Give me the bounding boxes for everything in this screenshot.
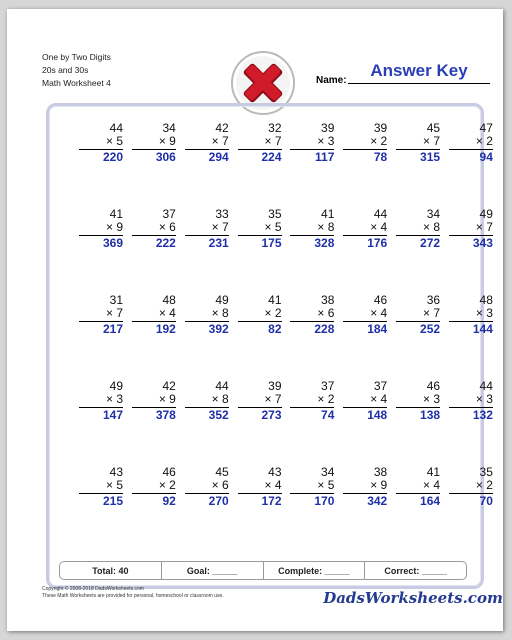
problem-item	[132, 208, 176, 294]
problem-multiplicand: 39	[321, 121, 335, 135]
problem-answer: 392	[208, 322, 229, 336]
problem-multiplicand: 41	[426, 465, 441, 479]
header-line-title: One by Two Digits	[42, 52, 111, 62]
problem-item	[396, 294, 440, 380]
problem-multiplier: × 8	[396, 221, 440, 236]
problem-item	[396, 466, 440, 552]
problem-multiplicand: 49	[479, 207, 493, 221]
problem-answer: 378	[155, 408, 176, 422]
problem-multiplicand: 43	[268, 465, 282, 479]
problem-multiplier: × 2	[290, 393, 334, 408]
problem-answer: 294	[208, 150, 229, 164]
problem-item	[238, 294, 282, 380]
problem-multiplicand: 34	[321, 465, 335, 479]
problem-multiplier: × 4	[343, 307, 387, 322]
problem-answer: 352	[208, 408, 229, 422]
problem-multiplicand: 35	[479, 465, 493, 479]
problem-answer: 228	[314, 322, 335, 336]
problem-multiplier: × 6	[132, 221, 176, 236]
problem-item	[132, 466, 176, 552]
problem-multiplier: × 2	[449, 135, 493, 150]
problem-multiplicand: 46	[426, 379, 441, 393]
problem-item	[290, 294, 334, 380]
problem-multiplier: × 8	[185, 307, 229, 322]
problem-multiplicand: 46	[373, 293, 388, 307]
problem-answer: 138	[420, 408, 441, 422]
problem-multiplicand: 49	[109, 379, 123, 393]
problem-multiplier: × 5	[238, 221, 282, 236]
problem-item	[396, 208, 440, 294]
problem-multiplicand: 45	[426, 121, 441, 135]
problem-item	[79, 122, 123, 208]
problem-answer: 74	[321, 408, 335, 422]
problem-multiplicand: 39	[373, 121, 388, 135]
problem-multiplicand: 41	[321, 207, 335, 221]
problem-multiplier: × 4	[343, 393, 387, 408]
problem-answer: 270	[208, 494, 229, 508]
problem-item	[396, 122, 440, 208]
problem-multiplier: × 7	[396, 307, 440, 322]
problem-multiplicand: 48	[162, 293, 176, 307]
problem-item	[343, 122, 387, 208]
problem-item	[343, 208, 387, 294]
problem-multiplier: × 7	[449, 221, 493, 236]
problem-item	[290, 380, 334, 466]
problem-multiplier: × 2	[343, 135, 387, 150]
problem-answer: 224	[261, 150, 282, 164]
problem-item	[79, 294, 123, 380]
problem-multiplier: × 4	[132, 307, 176, 322]
problem-answer: 184	[367, 322, 388, 336]
problem-item	[449, 380, 493, 466]
problem-answer: 92	[162, 494, 176, 508]
problem-answer: 252	[420, 322, 441, 336]
problem-item	[396, 380, 440, 466]
problem-answer: 172	[261, 494, 282, 508]
usage-line: These Math Worksheets are provided for personal, homeschool or classroom use.	[42, 593, 224, 599]
problem-item	[185, 208, 229, 294]
problem-answer: 164	[420, 494, 441, 508]
problem-answer: 215	[102, 494, 123, 508]
problem-item	[449, 466, 493, 552]
problem-multiplier: × 9	[79, 221, 123, 236]
problem-item	[290, 208, 334, 294]
problem-multiplier: × 4	[396, 479, 440, 494]
copyright-text	[42, 586, 224, 600]
problem-answer: 342	[367, 494, 388, 508]
problem-answer: 170	[314, 494, 335, 508]
problem-multiplicand: 35	[268, 207, 282, 221]
problem-multiplier: × 3	[449, 393, 493, 408]
problem-answer: 147	[102, 408, 123, 422]
problem-multiplier: × 5	[79, 479, 123, 494]
correct-field: Correct: _____	[384, 565, 447, 576]
problem-answer: 70	[479, 494, 493, 508]
score-footer	[59, 561, 467, 580]
problem-multiplier: × 2	[449, 479, 493, 494]
problem-multiplier: × 9	[132, 393, 176, 408]
problem-item	[449, 294, 493, 380]
problem-item	[185, 122, 229, 208]
problem-answer: 94	[479, 150, 493, 164]
problem-multiplicand: 32	[268, 121, 282, 135]
problem-multiplicand: 37	[162, 207, 176, 221]
worksheet-header	[42, 51, 111, 90]
problem-grid	[79, 122, 501, 552]
problem-multiplier: × 7	[396, 135, 440, 150]
problem-multiplicand: 31	[109, 293, 123, 307]
problem-answer: 176	[367, 236, 388, 250]
problem-multiplier: × 7	[238, 393, 282, 408]
problem-answer: 217	[102, 322, 123, 336]
problem-item	[238, 122, 282, 208]
dadsworksheets-logo[interactable]: DadsWorksheets.com	[323, 589, 503, 607]
problem-multiplicand: 41	[268, 293, 282, 307]
problem-multiplier: × 3	[290, 135, 334, 150]
problem-multiplier: × 6	[290, 307, 334, 322]
problem-answer: 117	[315, 150, 335, 164]
problem-multiplier: × 3	[396, 393, 440, 408]
problem-answer: 369	[102, 236, 123, 250]
problem-item	[238, 466, 282, 552]
problem-multiplier: × 4	[343, 221, 387, 236]
problem-multiplicand: 38	[321, 293, 335, 307]
problem-multiplicand: 39	[268, 379, 282, 393]
problem-multiplier: × 7	[238, 135, 282, 150]
problem-multiplicand: 44	[373, 207, 388, 221]
problem-item	[79, 208, 123, 294]
problem-multiplicand: 44	[479, 379, 493, 393]
problem-multiplicand: 44	[215, 379, 229, 393]
problem-answer: 148	[367, 408, 388, 422]
problem-item	[132, 122, 176, 208]
problem-multiplier: × 4	[238, 479, 282, 494]
problem-item	[79, 380, 123, 466]
problem-item	[290, 122, 334, 208]
problem-answer: 220	[102, 150, 123, 164]
problem-item	[185, 294, 229, 380]
problem-item	[132, 294, 176, 380]
problem-multiplicand: 36	[426, 293, 441, 307]
name-label: Name:	[316, 75, 347, 86]
problem-item	[449, 122, 493, 208]
name-field-line	[348, 83, 490, 84]
problem-item	[79, 466, 123, 552]
goal-field: Goal: _____	[162, 562, 264, 579]
problem-multiplier: × 6	[185, 479, 229, 494]
problem-answer: 328	[314, 236, 335, 250]
problem-multiplicand: 49	[215, 293, 229, 307]
problem-item	[290, 466, 334, 552]
problem-multiplier: × 9	[132, 135, 176, 150]
problem-answer: 272	[420, 236, 441, 250]
problem-multiplier: × 5	[290, 479, 334, 494]
problem-item	[238, 208, 282, 294]
header-line-subtitle: 20s and 30s	[42, 65, 89, 75]
problem-multiplicand: 45	[215, 465, 229, 479]
problem-answer: 315	[420, 150, 441, 164]
problem-answer: 343	[472, 236, 493, 250]
problem-multiplicand: 34	[426, 207, 441, 221]
answer-key-title: Answer Key	[370, 61, 468, 80]
problem-multiplicand: 37	[373, 379, 388, 393]
problem-answer: 192	[155, 322, 176, 336]
problem-item	[343, 466, 387, 552]
problem-multiplier: × 7	[79, 307, 123, 322]
problem-multiplicand: 33	[215, 207, 229, 221]
problem-answer: 231	[208, 236, 229, 250]
problem-item	[185, 380, 229, 466]
problem-answer: 273	[261, 408, 282, 422]
problem-multiplier: × 7	[185, 221, 229, 236]
problem-multiplicand: 42	[215, 121, 229, 135]
problem-answer: 82	[268, 322, 282, 336]
problem-multiplicand: 44	[109, 121, 123, 135]
problem-answer: 222	[155, 236, 176, 250]
complete-field: Complete: _____	[264, 562, 366, 579]
problem-item	[238, 380, 282, 466]
problem-answer: 175	[261, 236, 282, 250]
problem-multiplier: × 2	[238, 307, 282, 322]
problem-multiplier: × 3	[79, 393, 123, 408]
problem-item	[343, 294, 387, 380]
worksheet-page	[7, 9, 503, 631]
problem-multiplier: × 7	[185, 135, 229, 150]
problem-item	[132, 380, 176, 466]
problem-multiplier: × 3	[449, 307, 493, 322]
problem-multiplier: × 9	[343, 479, 387, 494]
problem-multiplier: × 2	[132, 479, 176, 494]
problem-multiplicand: 42	[162, 379, 176, 393]
problem-item	[449, 208, 493, 294]
problem-answer: 306	[155, 150, 176, 164]
problem-item	[185, 466, 229, 552]
problem-answer: 132	[472, 408, 493, 422]
problem-multiplicand: 41	[109, 207, 123, 221]
problem-multiplicand: 38	[373, 465, 388, 479]
problem-multiplier: × 5	[79, 135, 123, 150]
problem-answer: 144	[472, 322, 493, 336]
problem-multiplicand: 48	[479, 293, 493, 307]
problem-multiplier: × 8	[185, 393, 229, 408]
problem-item	[343, 380, 387, 466]
problem-multiplicand: 46	[162, 465, 176, 479]
problem-multiplier: × 8	[290, 221, 334, 236]
problem-answer: 78	[373, 150, 388, 164]
problem-multiplicand: 43	[109, 465, 123, 479]
problem-multiplicand: 34	[162, 121, 176, 135]
total-count: Total: 40	[60, 562, 162, 579]
header-line-worksheet-number: Math Worksheet 4	[42, 78, 111, 88]
problem-multiplicand: 37	[321, 379, 335, 393]
problem-multiplicand: 47	[479, 121, 493, 135]
copyright-line: Copyright © 2008-2018 DadsWorksheets.com	[42, 586, 144, 592]
